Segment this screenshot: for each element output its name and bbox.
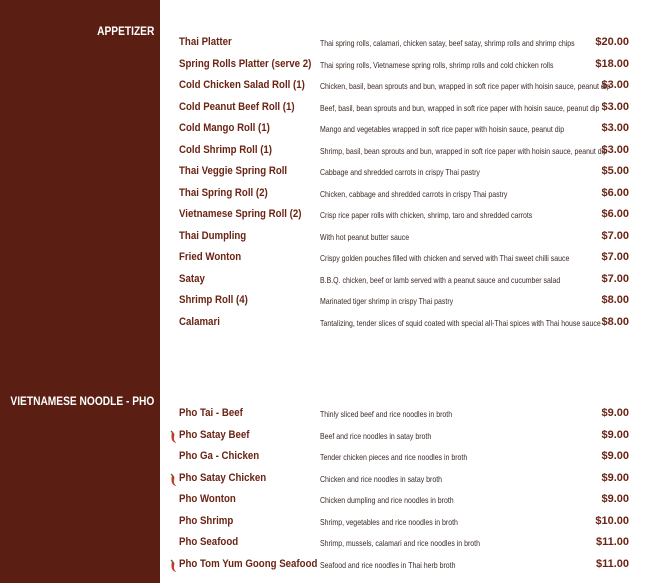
menu-item <box>160 98 650 120</box>
menu-item <box>160 426 650 448</box>
menu-item <box>160 404 650 426</box>
menu-item <box>160 205 650 227</box>
menu-item-name: Cold Mango Roll (1) <box>179 122 270 134</box>
menu-item-name: Pho Tai - Beef <box>179 407 243 419</box>
appetizer-section-title: APPETIZER <box>96 24 154 38</box>
menu-item <box>160 555 650 577</box>
appetizer-item-list <box>160 33 650 334</box>
menu-item <box>160 33 650 55</box>
menu-item-price: $9.00 <box>601 450 629 462</box>
menu-item-price: $9.00 <box>601 428 629 441</box>
menu-item-description: Mango and vegetables wrapped in soft rice paper with hoisin sauce, peanut dip <box>320 124 565 134</box>
menu-item-price: $7.00 <box>601 251 629 263</box>
menu-item <box>160 447 650 469</box>
menu-item-description: Shrimp, mussels, calamari and rice noodles in broth <box>320 538 481 548</box>
menu-item-description: Tantalizing, tender slices of squid coated with special all-Thai spices with Thai house sauce <box>320 317 601 328</box>
menu-item-price: $10.00 <box>595 514 629 527</box>
menu-item-name: Satay <box>179 272 205 285</box>
menu-item-description: Beef and rice noodles in satay broth <box>320 430 432 441</box>
chili-pepper-icon <box>169 473 179 487</box>
menu-item-name: Shrimp Roll (4) <box>179 294 248 306</box>
menu-item <box>160 490 650 512</box>
section-sidebar <box>0 0 160 583</box>
chili-pepper-icon <box>169 559 179 573</box>
menu-item-name: Vietnamese Spring Roll (2) <box>179 208 302 220</box>
menu-item-description: Tender chicken pieces and rice noodles in broth <box>320 452 468 462</box>
menu-item-price: $3.00 <box>601 143 629 156</box>
menu-item-description: Chicken, basil, bean sprouts and bun, wrapped in soft rice paper with hoisin sauce, peanut dip <box>320 81 611 91</box>
menu-item-name: Calamari <box>179 315 220 328</box>
menu-item-price: $9.00 <box>601 471 629 484</box>
menu-item-description: Seafood and rice noodles in Thai herb broth <box>320 559 456 570</box>
menu-item <box>160 141 650 163</box>
menu-item-name: Pho Satay Beef <box>179 428 250 441</box>
menu-item <box>160 162 650 184</box>
menu-item-name: Cold Chicken Salad Roll (1) <box>179 79 305 91</box>
menu-item-price: $11.00 <box>595 557 629 570</box>
menu-item-price: $11.00 <box>595 536 629 548</box>
menu-item-description: Thai spring rolls, calamari, chicken satay, beef satay, shrimp rolls and shrimp chips <box>320 38 575 48</box>
menu-item <box>160 119 650 141</box>
menu-item-price: $3.00 <box>601 79 629 91</box>
menu-item <box>160 76 650 98</box>
menu-item-price: $8.00 <box>601 315 629 328</box>
menu-item-price: $7.00 <box>601 229 629 242</box>
menu-item-name: Thai Dumpling <box>179 229 247 242</box>
menu-item-description: Crispy golden pouches filled with chicken and served with Thai sweet chilli sauce <box>320 253 570 263</box>
menu-item-price: $3.00 <box>601 122 629 134</box>
menu-item-name: Pho Seafood <box>179 536 239 548</box>
menu-item-description: With hot peanut butter sauce <box>320 231 410 242</box>
menu-item-price: $3.00 <box>601 100 629 113</box>
menu-item-name: Cold Shrimp Roll (1) <box>179 143 273 156</box>
menu-item-price: $8.00 <box>601 294 629 306</box>
menu-item-name: Pho Tom Yum Goong Seafood <box>179 557 318 570</box>
menu-item <box>160 533 650 555</box>
menu-item-name: Thai Spring Roll (2) <box>179 186 268 199</box>
menu-item-name: Pho Satay Chicken <box>179 471 267 484</box>
menu-item-description: Thai spring rolls, Vietnamese spring rolls, shrimp rolls and cold chicken rolls <box>320 59 554 70</box>
menu-item-name: Thai Platter <box>179 36 232 48</box>
menu-item-description: Chicken, cabbage and shredded carrots in crispy Thai pastry <box>320 188 508 199</box>
menu-item-price: $9.00 <box>601 407 629 419</box>
menu-item-price: $20.00 <box>595 36 629 48</box>
menu-item <box>160 469 650 491</box>
pho-section-title: VIETNAMESE NOODLE - PHO <box>10 394 154 408</box>
menu-item-name: Fried Wonton <box>179 251 242 263</box>
menu-item-description: Shrimp, vegetables and rice noodles in broth <box>320 516 458 527</box>
menu-item <box>160 55 650 77</box>
pho-item-list <box>160 404 650 576</box>
menu-item-name: Thai Veggie Spring Roll <box>179 165 288 177</box>
menu-item <box>160 248 650 270</box>
menu-item <box>160 291 650 313</box>
menu-item-description: Beef, basil, bean sprouts and bun, wrapped in soft rice paper with hoisin sauce, peanut dip <box>320 102 600 113</box>
menu-item-price: $6.00 <box>601 208 629 220</box>
menu-item-name: Cold Peanut Beef Roll (1) <box>179 100 295 113</box>
menu-item-description: Crisp rice paper rolls with chicken, shrimp, taro and shredded carrots <box>320 210 533 220</box>
menu-item <box>160 227 650 249</box>
menu-item-description: Chicken dumpling and rice noodles in broth <box>320 495 454 505</box>
menu-item <box>160 512 650 534</box>
menu-item-name: Spring Rolls Platter (serve 2) <box>179 57 312 70</box>
menu-item-name: Pho Ga - Chicken <box>179 450 260 462</box>
menu-item-price: $18.00 <box>595 57 629 70</box>
menu-item-name: Pho Shrimp <box>179 514 234 527</box>
menu-item-description: Thinly sliced beef and rice noodles in broth <box>320 409 453 419</box>
menu-item-description: Cabbage and shredded carrots in crispy Thai pastry <box>320 167 480 177</box>
menu-item-description: Chicken and rice noodles in satay broth <box>320 473 443 484</box>
menu-item-description: Shrimp, basil, bean sprouts and bun, wrapped in soft rice paper with hoisin sauce, peanut dip <box>320 145 608 156</box>
menu-item <box>160 184 650 206</box>
menu-item-price: $9.00 <box>601 493 629 505</box>
menu-item <box>160 270 650 292</box>
menu-item <box>160 313 650 335</box>
chili-pepper-icon <box>169 430 179 444</box>
menu-item-price: $5.00 <box>601 165 629 177</box>
menu-item-description: B.B.Q. chicken, beef or lamb served with a peanut sauce and cucumber salad <box>320 274 561 285</box>
menu-item-name: Pho Wonton <box>179 493 236 505</box>
menu-item-description: Marinated tiger shrimp in crispy Thai pastry <box>320 296 454 306</box>
menu-item-price: $7.00 <box>601 272 629 285</box>
menu-item-price: $6.00 <box>601 186 629 199</box>
